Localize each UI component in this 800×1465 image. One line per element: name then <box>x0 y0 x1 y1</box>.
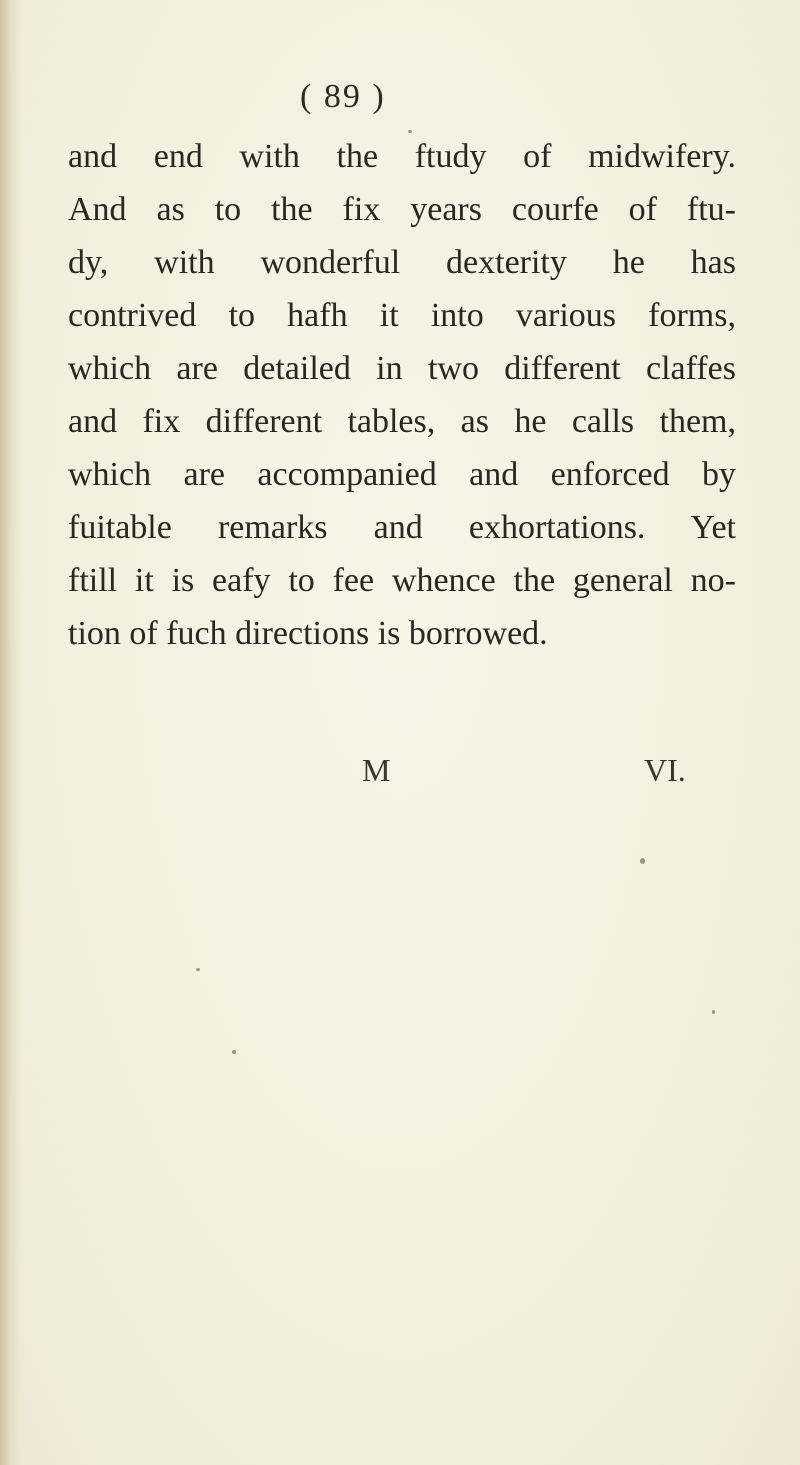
text-line: and fix different tables, as he calls them, <box>68 403 736 440</box>
signature-mark: M <box>362 752 391 788</box>
text-line: tion of fuch directions is borrowed. <box>68 615 548 652</box>
catchword: VI. <box>644 752 686 788</box>
paper-speck <box>196 968 200 971</box>
text-line: ftill it is eafy to fee whence the general no- <box>68 562 736 599</box>
body-text <box>68 130 736 660</box>
text-line: which are detailed in two different claffes <box>68 350 736 387</box>
paper-speck <box>408 130 412 133</box>
binding-gutter-shadow <box>0 0 22 1465</box>
paper-speck <box>232 1050 236 1054</box>
text-line: contrived to hafh it into various forms, <box>68 297 736 334</box>
paper-speck <box>712 1010 715 1014</box>
text-line: dy, with wonderful dexterity he has <box>68 244 736 281</box>
text-line: and end with the ftudy of midwifery. <box>68 138 736 175</box>
text-line: And as to the fix years courfe of ftu- <box>68 191 736 228</box>
page-number: ( 89 ) <box>300 78 386 115</box>
paper-speck <box>640 858 645 864</box>
text-line: which are accompanied and enforced by <box>68 456 736 493</box>
text-line: fuitable remarks and exhortations. Yet <box>68 509 736 546</box>
